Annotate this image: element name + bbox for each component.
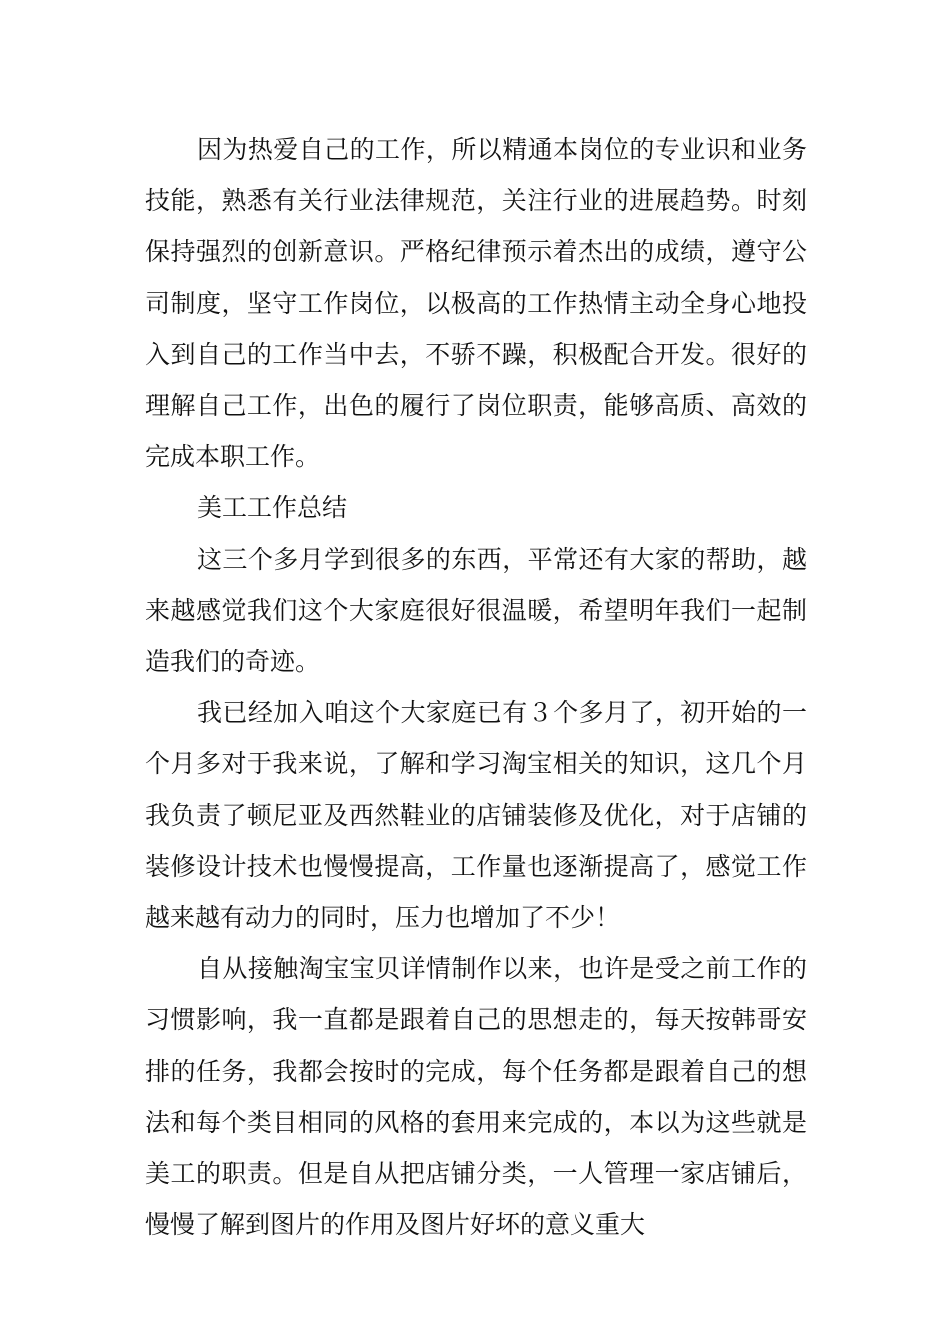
paragraph-joined-family: 我已经加入咱这个大家庭已有３个多月了，初开始的一个月多对于我来说，了解和学习淘宝相关的知识，这几个月我负责了顿尼亚及西然鞋业的店铺装修及优化，对于店铺的装修设计技术也慢慢提高，工作量也逐渐提高了，感觉工作越来越有动力的同时，压力也增加了不少！: [145, 698, 807, 933]
paragraph-taobao-details: 自从接触淘宝宝贝详情制作以来，也许是受之前工作的习惯影响，我一直都是跟着自己的思想走的，每天按韩哥安排的任务，我都会按时的完成，每个任务都是跟着自己的想法和每个类目相同的风格的套用来完成的，本以为这些就是美工的职责。但是自从把店铺分类，一人管理一家店铺后，慢慢了解到图片的作用及图片好坏的意义重大: [145, 954, 807, 1240]
paragraph-three-months: 这三个多月学到很多的东西，平常还有大家的帮助，越来越感觉我们这个大家庭很好很温暖，希望明年我们一起制造我们的奇迹。: [145, 544, 807, 677]
paragraph-work-attitude: 因为热爱自己的工作，所以精通本岗位的专业识和业务技能，熟悉有关行业法律规范，关注行业的进展趋势。时刻保持强烈的创新意识。严格纪律预示着杰出的成绩，遵守公司制度，坚守工作岗位，以极高的工作热情主动全身心地投入到自己的工作当中去，不骄不躁，积极配合开发。很好的理解自己工作，出色的履行了岗位职责，能够高质、高效的完成本职工作。: [145, 135, 807, 472]
section-title: 美工工作总结: [197, 493, 348, 523]
document-body: [145, 124, 807, 1250]
